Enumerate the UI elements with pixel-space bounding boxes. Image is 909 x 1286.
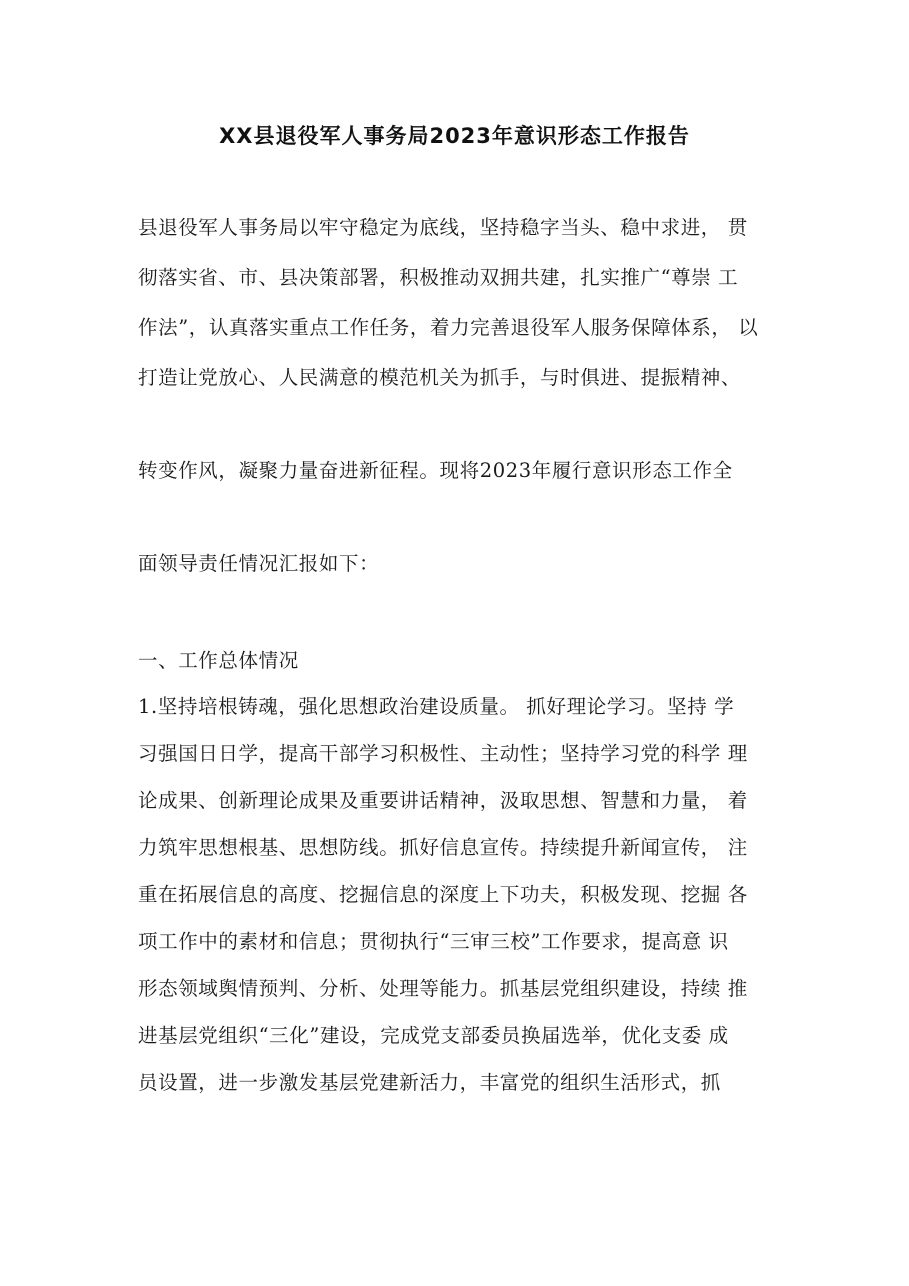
section-line: 论成果、创新理论成果及重要讲话精神，汲取思想、智慧和力量， 着: [138, 789, 748, 812]
section-line: 进基层党组织“三化”建设，完成党支部委员换届选举，优化支委 成: [138, 1024, 729, 1047]
section-heading: 一、工作总体情况: [138, 649, 299, 672]
intro-line: 转变作风，凝聚力量奋进新征程。现将2023年履行意识形态工作全: [138, 459, 733, 482]
section-line: 重在拓展信息的高度、挖掘信息的深度上下功夫，积极发现、挖掘 各: [138, 883, 748, 906]
intro-line: 面领导责任情况汇报如下：: [138, 552, 380, 575]
intro-line: 打造让党放心、人民满意的模范机关为抓手，与时俱进、提振精神、: [138, 366, 742, 389]
section-line: 项工作中的素材和信息；贯彻执行“三审三校”工作要求，提高意 识: [138, 930, 729, 953]
intro-line: 彻落实省、市、县决策部署，积极推动双拥共建，扎实推广“尊崇 工: [138, 266, 739, 289]
document-title: XX县退役军人事务局2023年意识形态工作报告: [219, 124, 690, 148]
section-line: 员设置，进一步激发基层党建新活力，丰富党的组织生活形式，抓: [138, 1071, 721, 1094]
intro-line: 县退役军人事务局以牢守稳定为底线，坚持稳字当头、稳中求进， 贯: [138, 216, 748, 239]
section-line: 1.坚持培根铸魂，强化思想政治建设质量。 抓好理论学习。坚持 学: [138, 695, 735, 718]
section-line: 力筑牢思想根基、思想防线。抓好信息宣传。持续提升新闻宣传， 注: [138, 836, 748, 859]
section-line: 习强国日日学，提高干部学习积极性、主动性；坚持学习党的科学 理: [138, 742, 748, 765]
intro-line: 作法”，认真落实重点工作任务，着力完善退役军人服务保障体系， 以: [138, 316, 759, 339]
section-line: 形态领域舆情预判、分析、处理等能力。抓基层党组织建设，持续 推: [138, 977, 748, 1000]
